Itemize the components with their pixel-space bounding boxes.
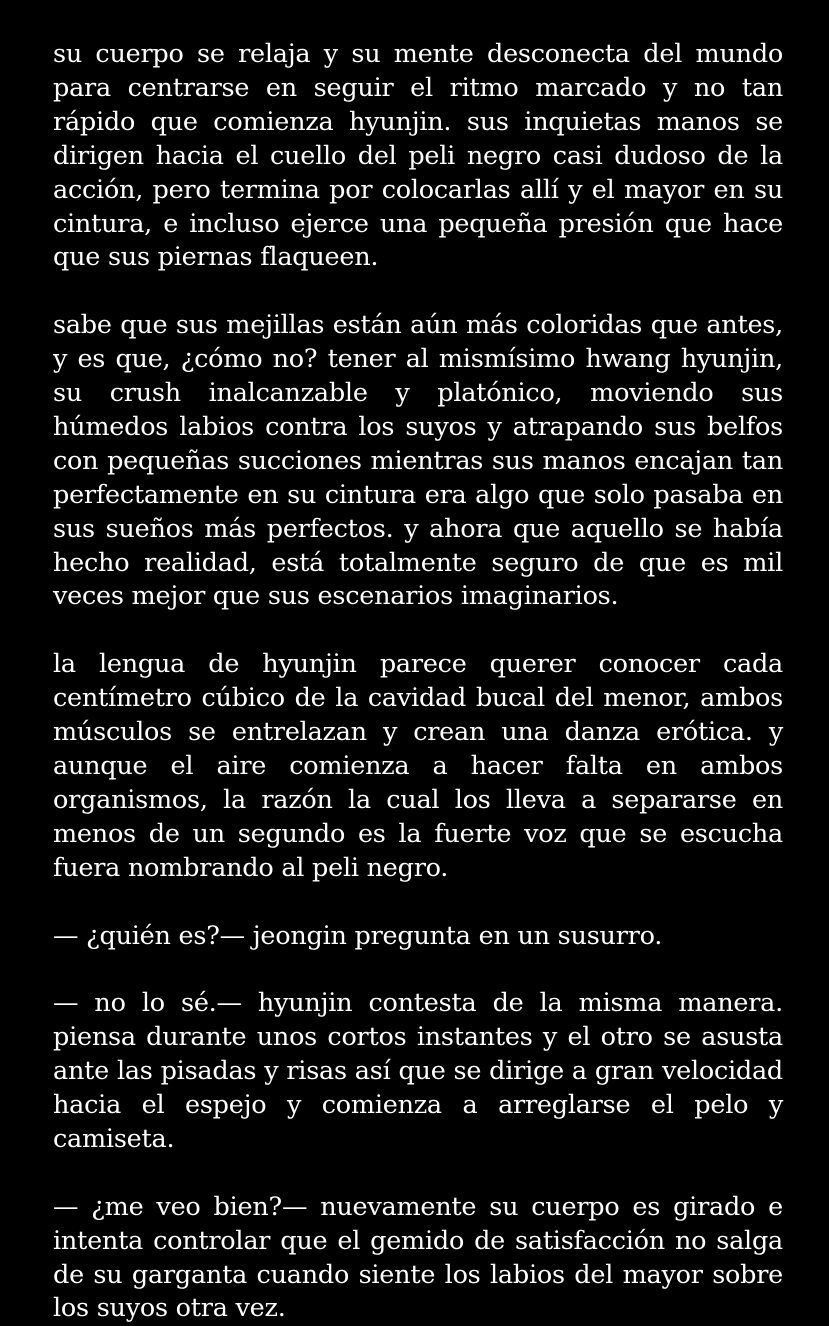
dialogue-line-3: — ¿me veo bien?— nuevamente su cuerpo es girado e intenta controlar que el gemido de satisfacción no salga de su garganta cuando siente los labios del mayor sobre los suyos otra vez. [53, 1191, 783, 1324]
paragraph-1: su cuerpo se relaja y su mente desconecta del mundo para centrarse en seguir el ritmo marcado y no tan rápido que comienza hyunjin. sus inquietas manos se dirigen hacia el cuello del peli negro casi dudoso de la acción, pero termina por colocarlas allí y el mayor en su cintura, e incluso ejerce una pequeña presión que hace que sus piernas flaqueen. [53, 39, 783, 273]
story-text-page [53, 38, 783, 1326]
paragraph-3: la lengua de hyunjin parece querer conocer cada centímetro cúbico de la cavidad bucal del menor, ambos músculos se entrelazan y crean una danza erótica. y aunque el aire comienza a hacer falta en ambos organismos, la razón la cual los lleva a separarse en menos de un segundo es la fuerte voz que se escucha fuera nombrando al peli negro. [53, 649, 783, 883]
dialogue-line-1: — ¿quién es?— jeongin pregunta en un susurro. [53, 920, 663, 951]
paragraph-2: sabe que sus mejillas están aún más coloridas que antes, y es que, ¿cómo no? tener al mismísimo hwang hyunjin, su crush inalcanzable y platónico, moviendo sus húmedos labios contra los suyos y atrapando sus belfos con pequeñas succiones mientras sus manos encajan tan perfectamente en su cintura era algo que solo pasaba en sus sueños más perfectos. y ahora que aquello se había hecho realidad, está totalmente seguro de que es mil veces mejor que sus escenarios imaginarios. [53, 310, 783, 612]
dialogue-line-2: — no lo sé.— hyunjin contesta de la misma manera. piensa durante unos cortos instantes y el otro se asusta ante las pisadas y risas así que se dirige a gran velocidad hacia el espejo y comienza a arreglarse el pelo y camiseta. [53, 988, 783, 1154]
